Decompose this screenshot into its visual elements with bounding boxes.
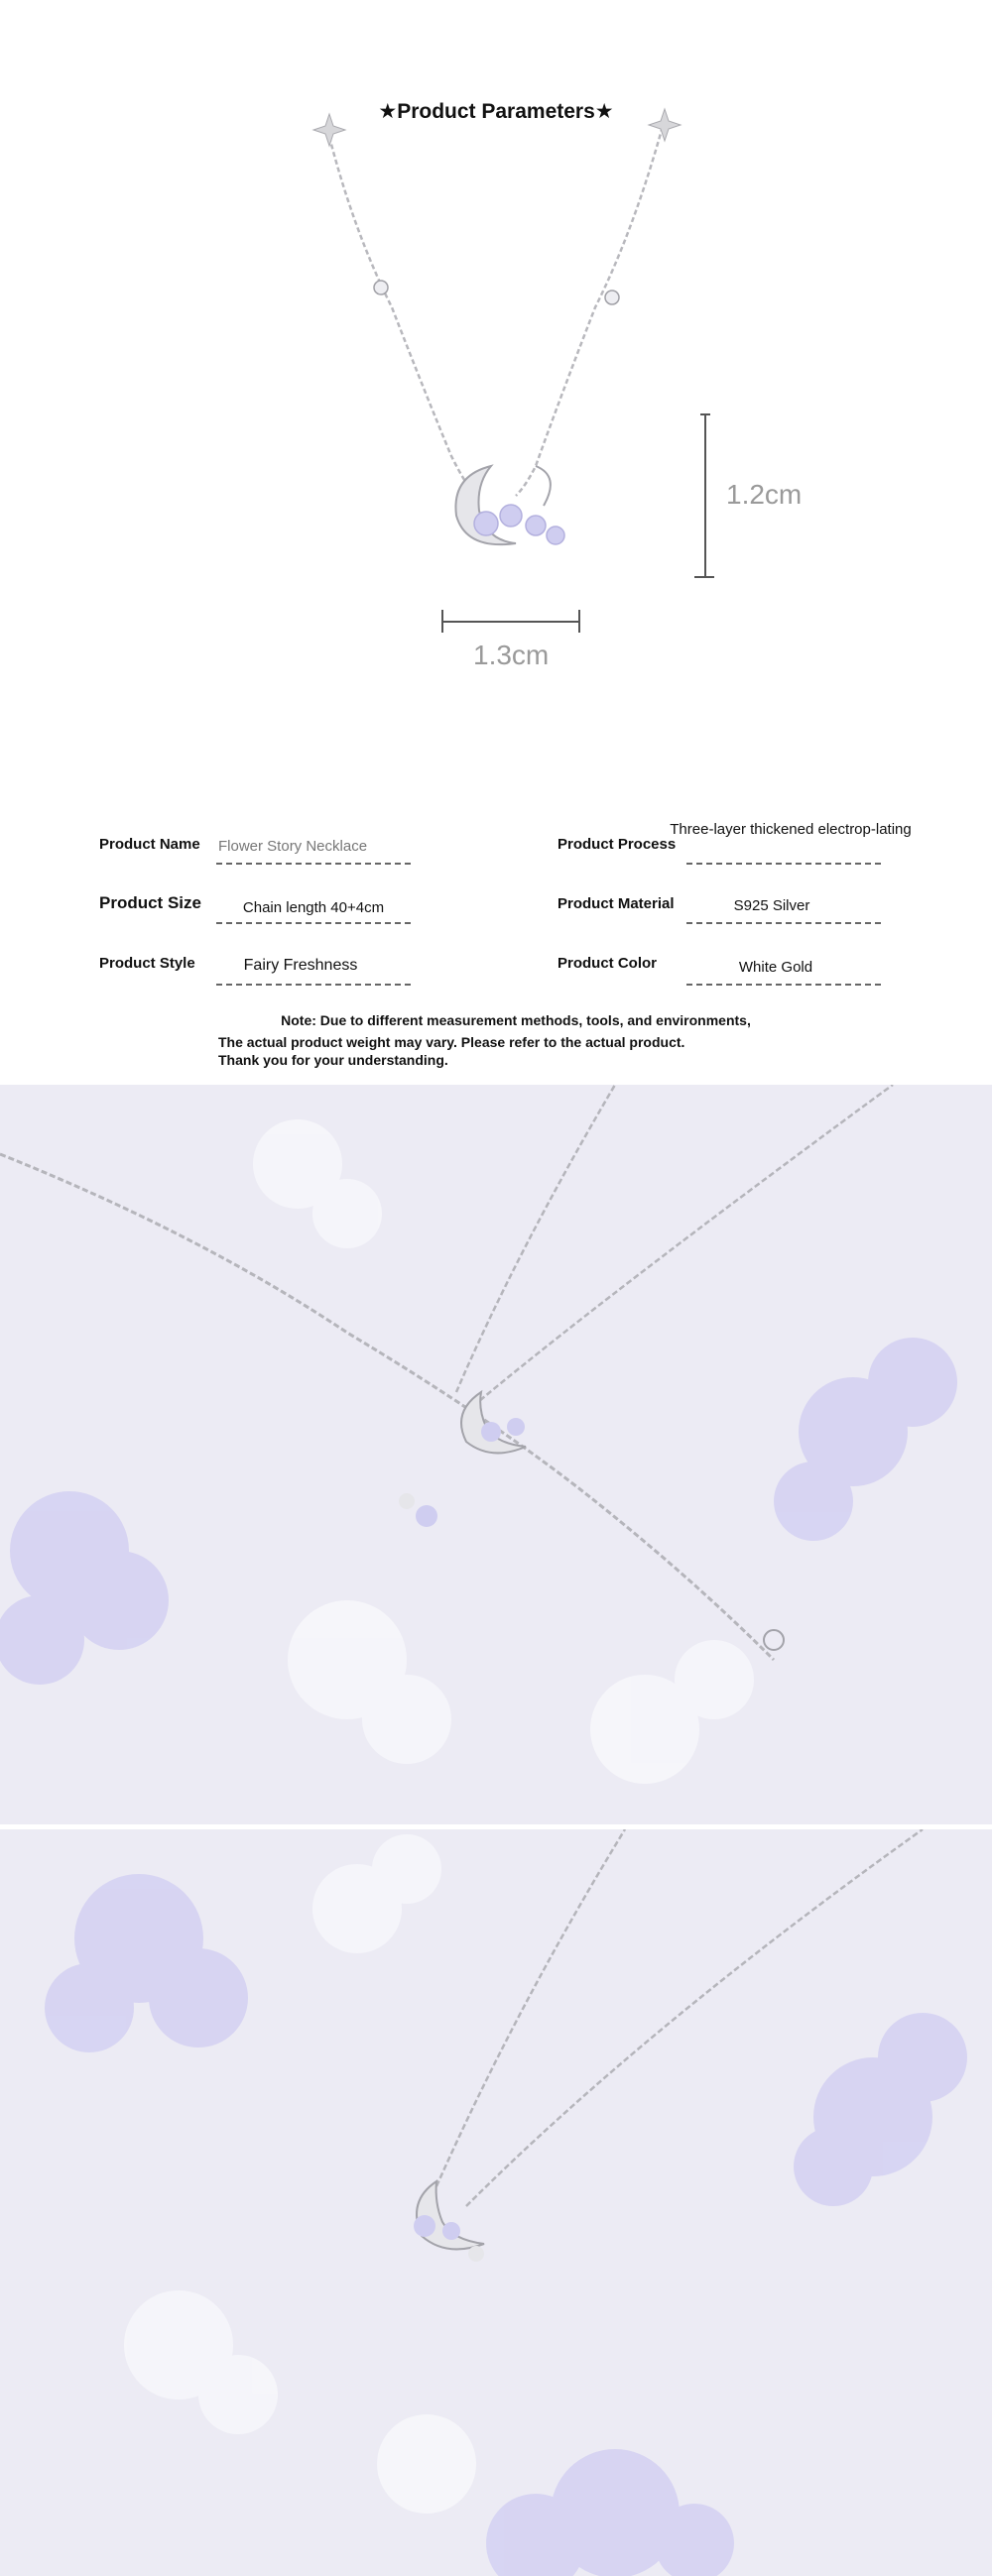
product-process-label: Product Process — [558, 836, 677, 853]
product-color-value: White Gold — [738, 959, 813, 976]
moon-flower-pendant-icon — [455, 466, 564, 544]
product-process-value: Three-layer thickened electrop-lating — [670, 821, 912, 838]
note-line-2: The actual product weight may vary. Please refer to the actual product. — [218, 1034, 685, 1050]
param-row — [0, 892, 992, 952]
chain-right-icon — [516, 119, 665, 496]
height-dimension-label: 1.2cm — [726, 479, 803, 510]
note-line-3: Thank you for your understanding. — [218, 1052, 448, 1068]
product-style-label: Product Style — [99, 955, 195, 972]
product-style-value: Fairy Freshness — [243, 957, 358, 974]
crystal-station-icon — [374, 281, 619, 304]
dashed-underline — [216, 984, 411, 986]
dashed-underline — [686, 863, 881, 865]
product-name-label: Product Name — [99, 836, 200, 853]
dashed-underline — [216, 922, 411, 924]
product-photo-1 — [0, 1085, 992, 1824]
product-size-value: Chain length 40+4cm — [242, 899, 385, 916]
product-size-label: Product Size — [99, 893, 201, 912]
product-material-value: S925 Silver — [733, 897, 810, 914]
note-line-1: Note: Due to different measurement methods, tools, and environments, — [281, 1012, 751, 1028]
param-row — [0, 952, 992, 1011]
product-photo-2 — [0, 1829, 992, 2576]
dashed-underline — [686, 922, 881, 924]
disclaimer-note — [218, 1011, 813, 1069]
dashed-underline — [686, 984, 881, 986]
dashed-underline — [216, 863, 411, 865]
height-dimension-marker — [694, 414, 714, 577]
section-title: ★Product Parameters★ — [378, 100, 614, 123]
product-name-value: Flower Story Necklace — [218, 838, 368, 855]
chain-left-icon — [327, 129, 476, 496]
width-dimension-marker — [442, 610, 579, 633]
product-color-label: Product Color — [558, 955, 657, 972]
product-material-label: Product Material — [558, 895, 675, 912]
param-row — [0, 821, 992, 892]
width-dimension-label: 1.3cm — [473, 640, 550, 670]
